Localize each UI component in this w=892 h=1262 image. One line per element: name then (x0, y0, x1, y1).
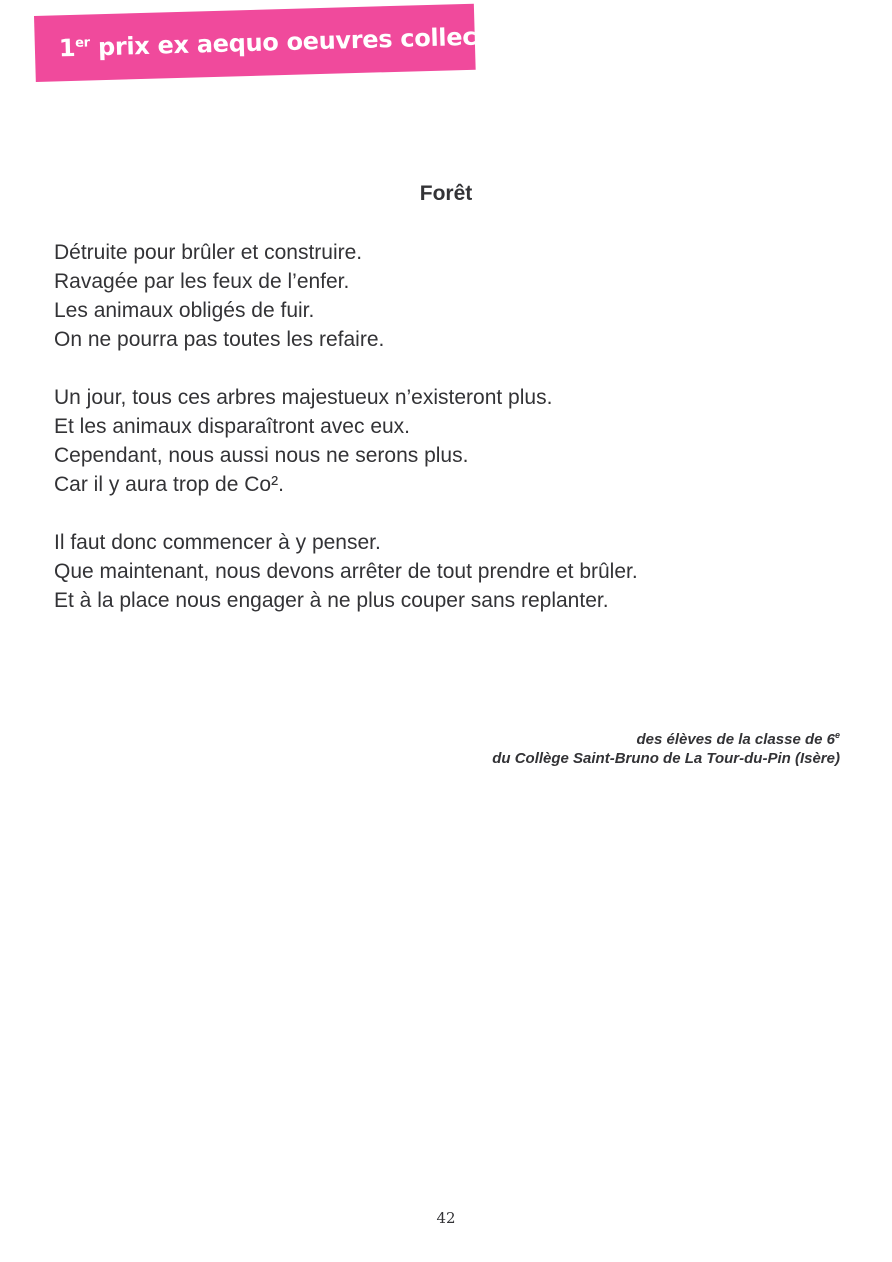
poem-line: Ravagée par les feux de l’enfer. (54, 270, 350, 293)
credit-class-superscript: e (834, 730, 840, 740)
poem-line: Cependant, nous aussi nous ne serons plus. (54, 444, 469, 467)
poem-line: Il faut donc commencer à y penser. (54, 531, 381, 554)
credit-line-school: du Collège Saint-Bruno de La Tour-du-Pin (Isère) (492, 750, 840, 767)
award-rank-superscript: er (74, 35, 91, 51)
poem-body (54, 238, 854, 644)
credit-class-text: des élèves de la classe de 6 (636, 731, 835, 748)
poem-line: Les animaux obligés de fuir. (54, 299, 315, 322)
poem-line: Un jour, tous ces arbres majestueux n’existeront plus. (54, 386, 553, 409)
author-credit (492, 726, 840, 768)
poem-stanza-2 (54, 383, 854, 499)
credit-line-class (492, 726, 840, 749)
award-banner (34, 4, 541, 82)
poem-line: Et à la place nous engager à ne plus couper sans replanter. (54, 589, 609, 612)
poem-line: On ne pourra pas toutes les refaire. (54, 328, 385, 351)
poem-line: Car il y aura trop de Co². (54, 473, 284, 496)
page-number: 42 (436, 1209, 456, 1227)
award-rank-number: 1 (58, 33, 76, 63)
award-label: prix ex aequo oeuvres collectives (89, 20, 541, 62)
poem-line: Détruite pour brûler et construire. (54, 241, 363, 264)
poem-stanza-3 (54, 528, 854, 615)
poem-stanza-1 (54, 238, 854, 354)
poem-title: Forêt (419, 182, 473, 205)
poem-line: Que maintenant, nous devons arrêter de tout prendre et brûler. (54, 560, 638, 583)
award-banner-text (59, 21, 541, 62)
poem-line: Et les animaux disparaîtront avec eux. (54, 415, 411, 438)
